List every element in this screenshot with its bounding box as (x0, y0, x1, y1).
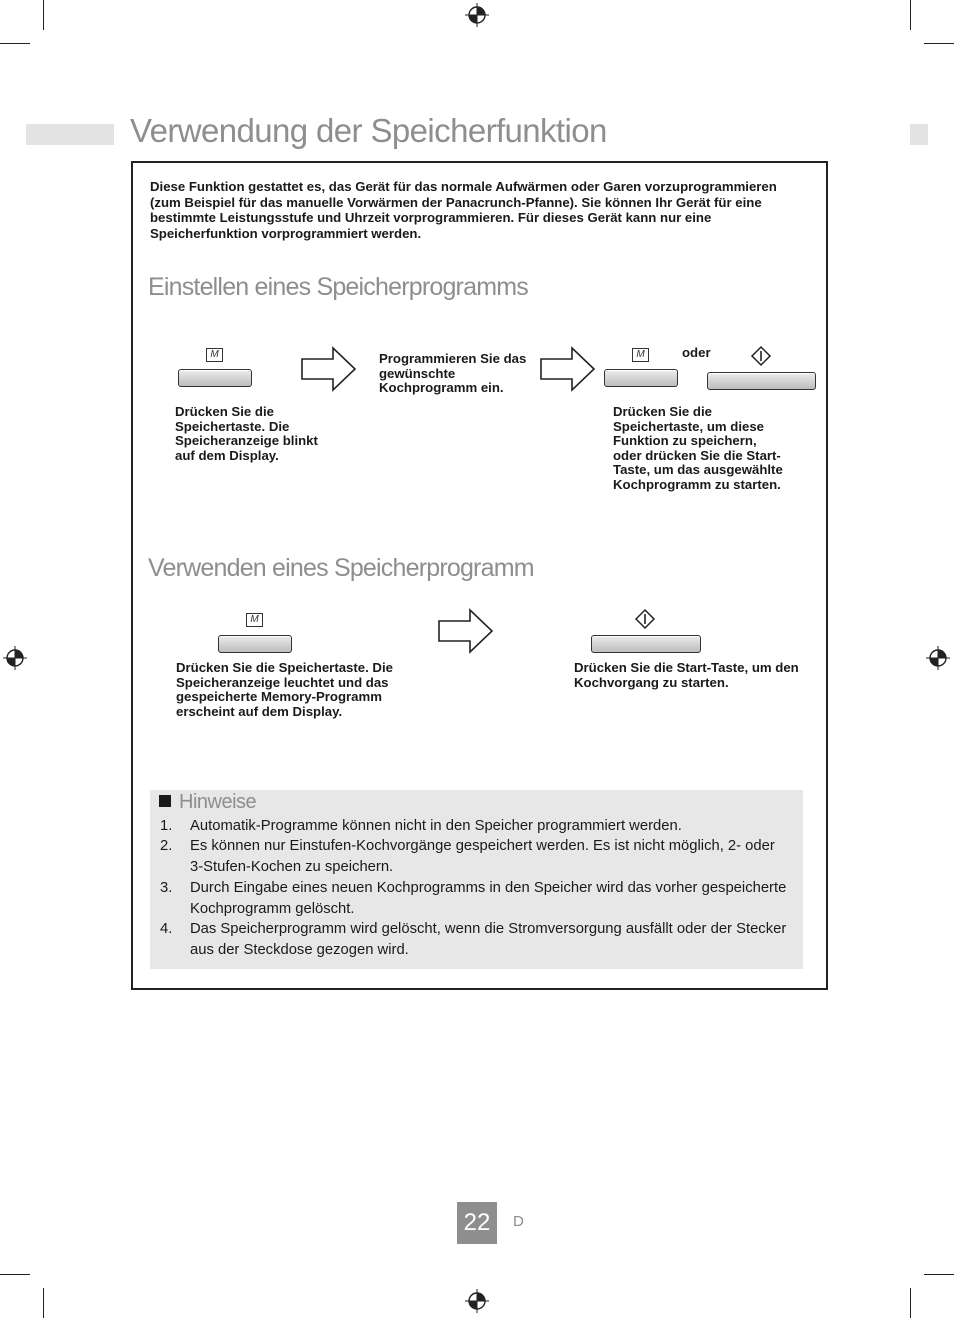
crop-mark (43, 1288, 44, 1318)
section1-step3-text: Drücken Sie die Speichertaste, um diese Funktion zu speichern, oder drücken Sie die Start-Taste, um das ausgewählte Kochprogramm zu starten. (613, 404, 783, 492)
section1-heading: Einstellen eines Speicherprogramms (148, 273, 528, 301)
language-code: D (513, 1213, 524, 1230)
memory-button[interactable] (218, 635, 292, 653)
memory-indicator-icon: M (632, 348, 649, 362)
start-icon (634, 608, 656, 630)
crop-mark (43, 0, 44, 30)
start-icon (750, 345, 772, 367)
registration-mark-icon (465, 1289, 489, 1313)
section2-heading: Verwenden eines Speicherprogramm (148, 554, 534, 582)
memory-indicator-icon: M (246, 613, 263, 627)
registration-mark-icon (3, 646, 27, 670)
oder-label: oder (682, 345, 711, 360)
section2-step2-text: Drücken Sie die Start-Taste, um den Kochvorgang zu starten. (574, 660, 799, 690)
crop-mark (924, 1274, 954, 1275)
memory-button[interactable] (604, 369, 678, 387)
crop-mark (0, 1274, 30, 1275)
note-text: Das Speicherprogramm wird gelöscht, wenn die Stromversorgung ausfällt oder der Stecker aus der Steckdose gezogen wird. (190, 921, 787, 958)
bullet-square-icon (159, 795, 171, 807)
crop-mark (924, 43, 954, 44)
section1-step1-text: Drücken Sie die Speichertaste. Die Speicheranzeige blinkt auf dem Display. (175, 404, 318, 463)
crop-mark (910, 0, 911, 30)
memory-button[interactable] (178, 369, 252, 387)
note-text: Automatik-Programme können nicht in den Speicher programmiert werden. (190, 818, 682, 834)
note-text: Es können nur Einstufen-Kochvorgänge gespeichert werden. Es ist nicht möglich, 2- oder 3-Stufen-Kochen zu speichern. (190, 838, 775, 875)
notes-heading: Hinweise (159, 791, 256, 814)
section2-step1-text: Drücken Sie die Speichertaste. Die Speicheranzeige leuchtet und das gespeicherte Memory-Programm erscheint auf dem Display. (176, 660, 393, 719)
note-number: 1. (160, 818, 173, 834)
note-text: Durch Eingabe eines neuen Kochprogramms in den Speicher wird das vorher gespeicherte Kochprogramm gelöscht. (190, 880, 787, 917)
title-bar-right (910, 124, 928, 145)
crop-mark (0, 43, 30, 44)
registration-mark-icon (926, 646, 950, 670)
arrow-right-icon (540, 346, 596, 392)
note-number: 4. (160, 921, 173, 937)
title-bar-left (26, 124, 114, 145)
page-number: 22 (457, 1202, 497, 1244)
arrow-right-icon (438, 608, 494, 654)
start-button[interactable] (707, 372, 816, 390)
arrow-right-icon (301, 346, 357, 392)
section1-step2-text: Programmieren Sie das gewünschte Kochprogramm ein. (379, 351, 527, 396)
note-number: 2. (160, 838, 173, 854)
note-number: 3. (160, 880, 173, 896)
start-button[interactable] (591, 635, 701, 653)
memory-indicator-icon: M (206, 348, 223, 362)
page-title: Verwendung der Speicherfunktion (130, 112, 607, 149)
intro-text: Diese Funktion gestattet es, das Gerät für das normale Aufwärmen oder Garen vorzuprogrammieren (zum Beispiel für das manuelle Vorwärmen der Panacrunch-Pfanne). Sie können Ihr Gerät für eine bestimmte Leistungsstufe und Uhrzeit vorprogrammieren. Für dieses Gerät kann nur eine Speicherfunktion vorprogrammiert werden. (150, 179, 777, 241)
registration-mark-icon (465, 3, 489, 27)
crop-mark (910, 1288, 911, 1318)
